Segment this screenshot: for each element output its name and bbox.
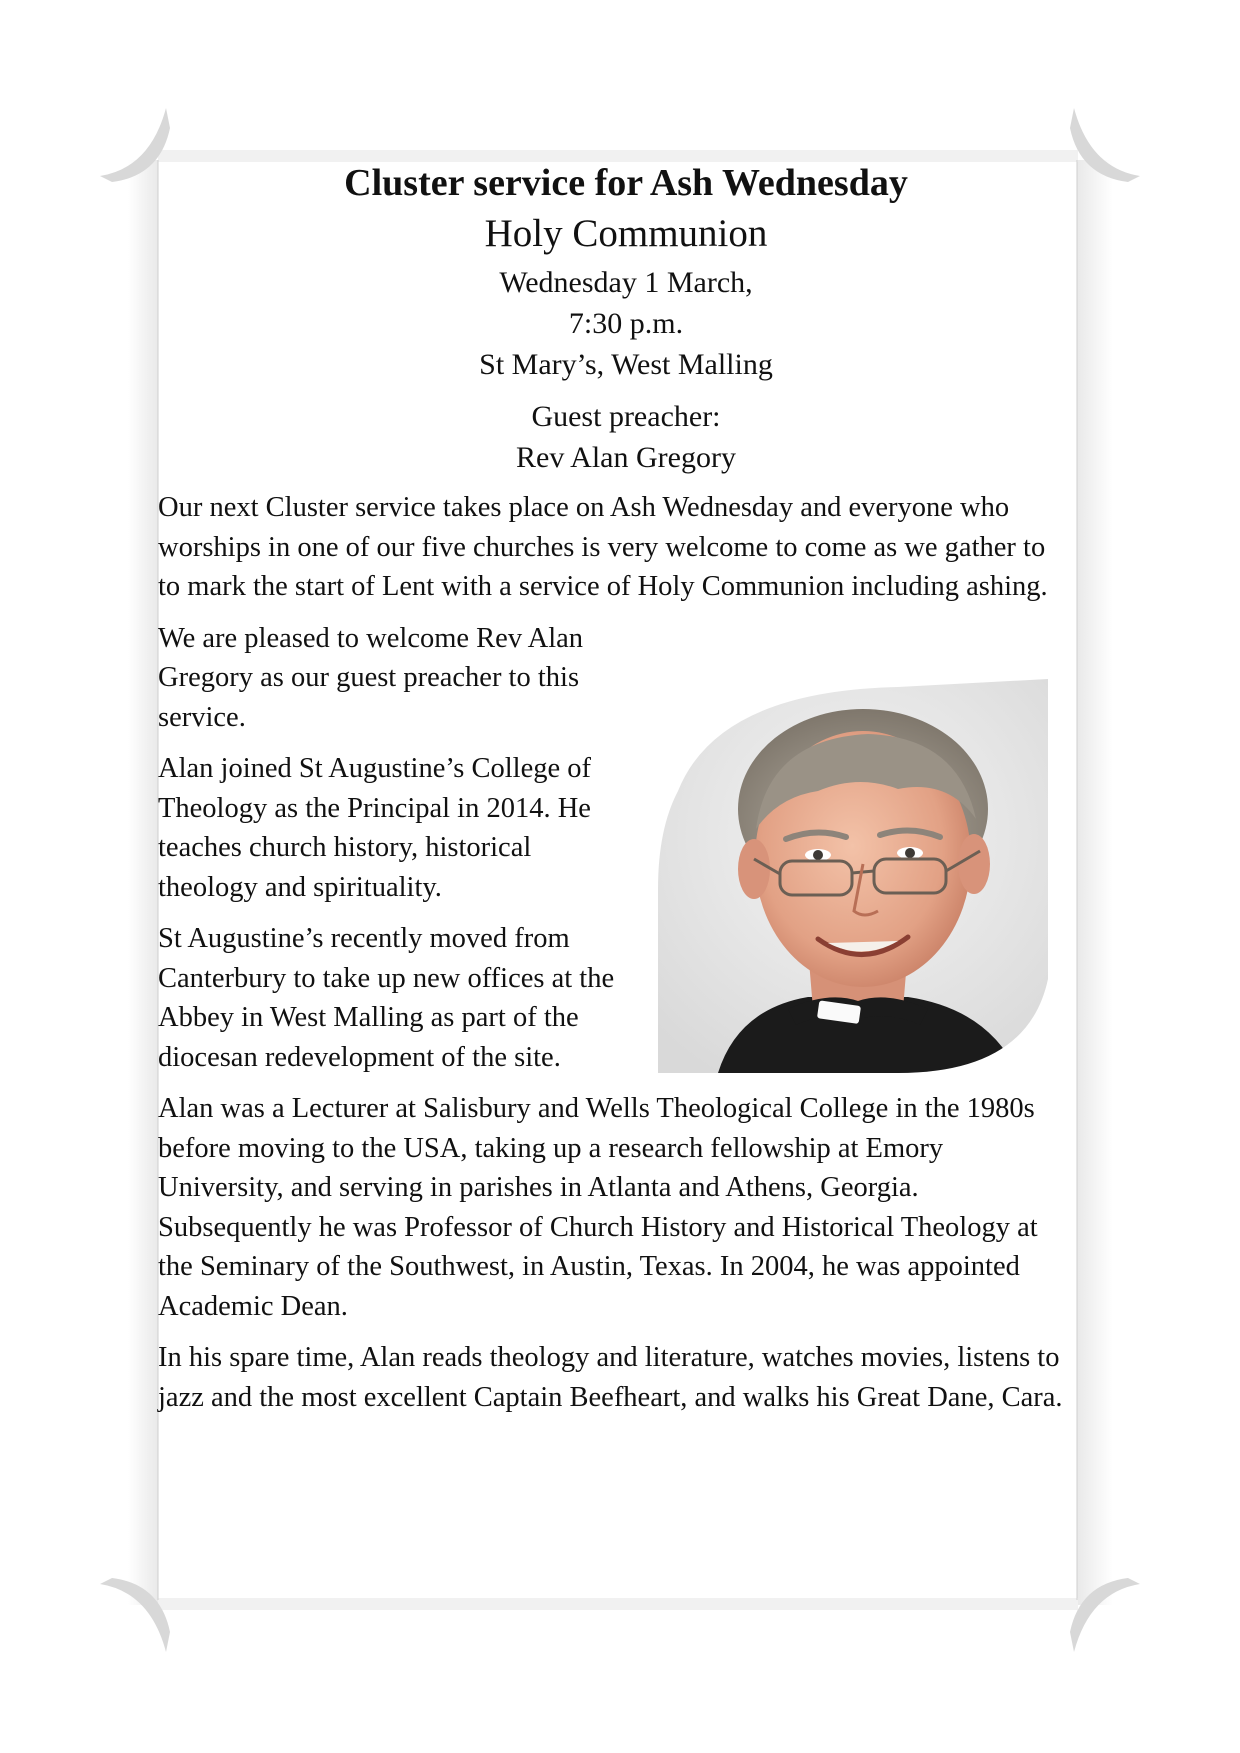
notice-content [158,160,1064,1417]
move-paragraph: St Augustine’s recently moved from Canterbury to take up new offices at the Abbey in West Malling as part of the diocesan redevelopment of the site. [158,923,615,1073]
intro-paragraph: Our next Cluster service takes place on Ash Wednesday and everyone who worships in one of our five churches is very welcome to come as we gather to to mark the start of Lent with a service of Holy Communion including ashing. [158,492,1048,602]
preacher-label: Guest preacher: [531,400,721,433]
preacher-name: Rev Alan Gregory [516,441,736,474]
college-paragraph: Alan joined St Augustine’s College of Theology as the Principal in 2014. He teaches church history, historical theology and spirituality. [158,753,592,903]
notice-title: Cluster service for Ash Wednesday [344,162,908,204]
career-paragraph: Alan was a Lecturer at Salisbury and Wells Theological College in the 1980s before moving to the USA, taking up a research fellowship at Emory University, and serving in parishes in Atlanta and Athens, Georgia. Subsequently he was Professor of Church History and Historical Theology at the Seminary of the Southwest, in Austin, Texas. In 2004, he was appointed Academic Dean. [158,1093,1038,1322]
service-date: Wednesday 1 March, [499,266,753,299]
portrait-photo [658,679,1058,1073]
spare-time-paragraph: In his spare time, Alan reads theology and literature, watches movies, listens to jazz and the most excellent Captain Beefheart, and walks his Great Dane, Cara. [158,1342,1063,1413]
service-venue: St Mary’s, West Malling [479,348,773,381]
welcome-paragraph: We are pleased to welcome Rev Alan Gregory as our guest preacher to this service. [158,622,584,733]
service-time: 7:30 p.m. [568,307,684,340]
portrait-icon [658,679,1058,1073]
notice-subtitle: Holy Communion [484,212,768,255]
